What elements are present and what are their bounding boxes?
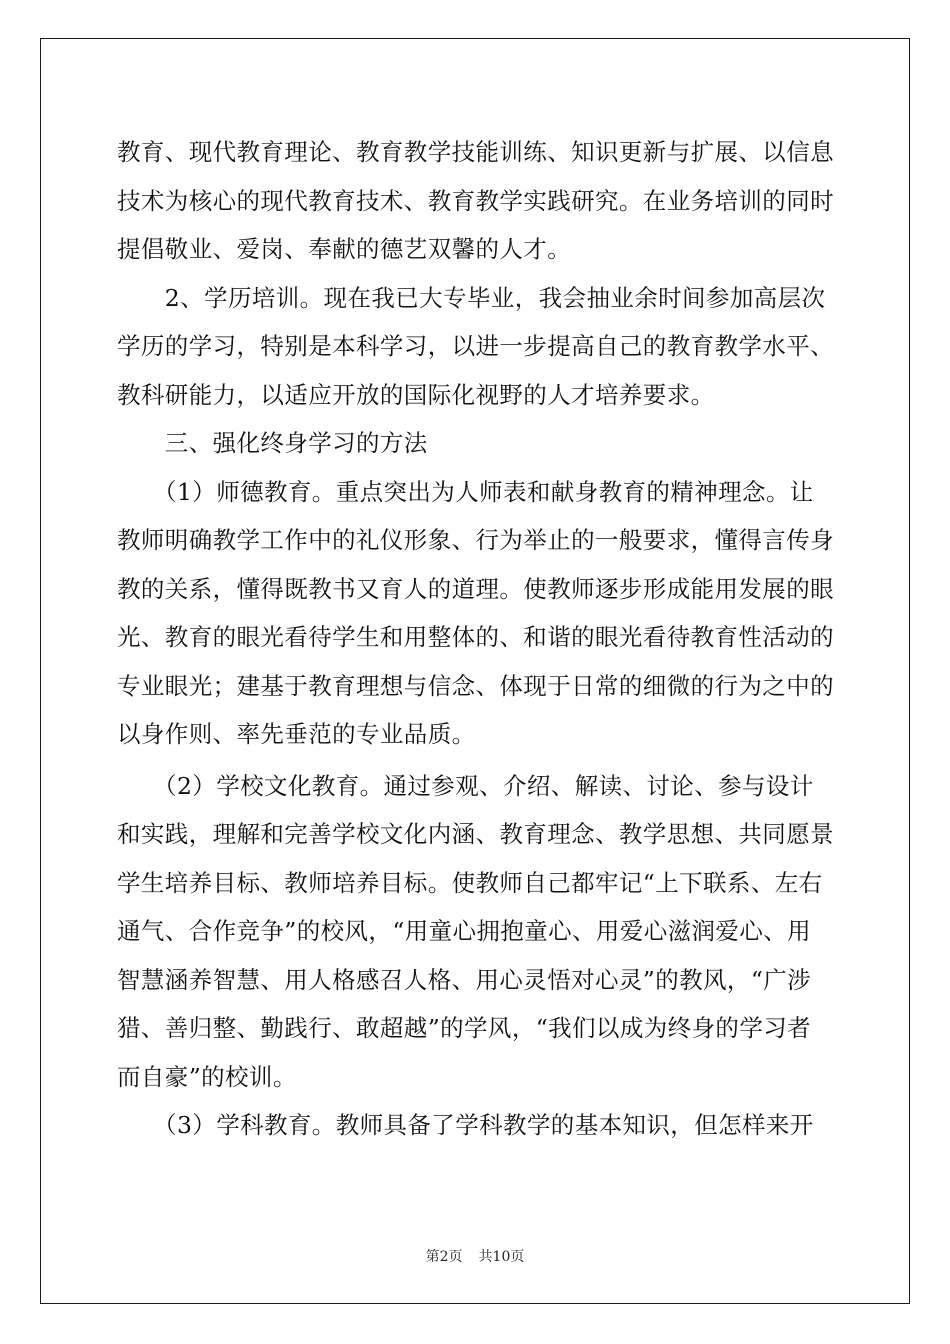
- document-body: [117, 128, 833, 1150]
- paragraph-5: [117, 1101, 833, 1150]
- text-line: 而自豪”的校训。: [117, 1062, 297, 1091]
- text-line: 光、教育的眼光看待学生和用整体的、和谐的眼光看待教育性活动的: [117, 623, 834, 651]
- paragraph-4: [117, 762, 833, 1102]
- text-line: 提倡敬业、爱岗、奉献的德艺双馨的人才。: [117, 235, 572, 263]
- page-footer: [0, 1246, 950, 1266]
- text-line: 教师明确教学工作中的礼仪形象、行为举止的一般要求，懂得言传身: [117, 526, 834, 554]
- text-line: （2）学校文化教育。通过参观、介绍、解读、讨论、参与设计: [117, 771, 814, 800]
- page-total: 共10页: [478, 1249, 525, 1265]
- text-line: 通气、合作竞争”的校风，“用童心拥抱童心、用爱心滋润爱心、用: [117, 917, 812, 945]
- text-line: 技术为核心的现代教育技术、教育教学实践研究。在业务培训的同时: [117, 186, 834, 215]
- text-line: （1）师德教育。重点突出为人师表和献身教育的精神理念。让: [117, 477, 814, 506]
- text-line: 以身作则、率先垂范的专业品质。: [117, 720, 476, 748]
- section-heading: [117, 419, 833, 468]
- text-line: （3）学科教育。教师具备了学科教学的基本知识，但怎样来开: [117, 1111, 814, 1139]
- text-line: 教育、现代教育理论、教育教学技能训练、知识更新与扩展、以信息: [117, 138, 834, 166]
- text-line: 2、学历培训。现在我已大专毕业，我会抽业余时间参加高层次: [117, 283, 826, 312]
- text-line: 猎、善归整、勤践行、敢超越”的学风，“我们以成为终身的学习者: [117, 1014, 812, 1042]
- paragraph-2: [117, 274, 833, 420]
- text-line: 教科研能力，以适应开放的国际化视野的人才培养要求。: [117, 380, 715, 409]
- text-line: 智慧涵养智慧、用人格感召人格、用心灵悟对心灵”的教风，“广涉: [117, 965, 812, 994]
- text-line: 和实践，理解和完善学校文化内涵、教育理念、教学思想、共同愿景: [117, 820, 834, 848]
- text-line: 学历的学习，特别是本科学习，以进一步提高自己的教育教学水平、: [117, 332, 834, 360]
- paragraph-1: [117, 128, 833, 274]
- paragraph-3: [117, 468, 833, 759]
- text-line: 学生培养目标、教师培养目标。使教师自己都牢记“上下联系、左右: [117, 868, 823, 897]
- page-number: 第2页: [425, 1249, 463, 1265]
- text-line: 教的关系，懂得既教书又育人的道理。使教师逐步形成能用发展的眼: [117, 574, 834, 603]
- text-line: 专业眼光；建基于教育理想与信念、体现于日常的细微的行为之中的: [117, 671, 834, 700]
- heading-line: 三、强化终身学习的方法: [117, 429, 428, 457]
